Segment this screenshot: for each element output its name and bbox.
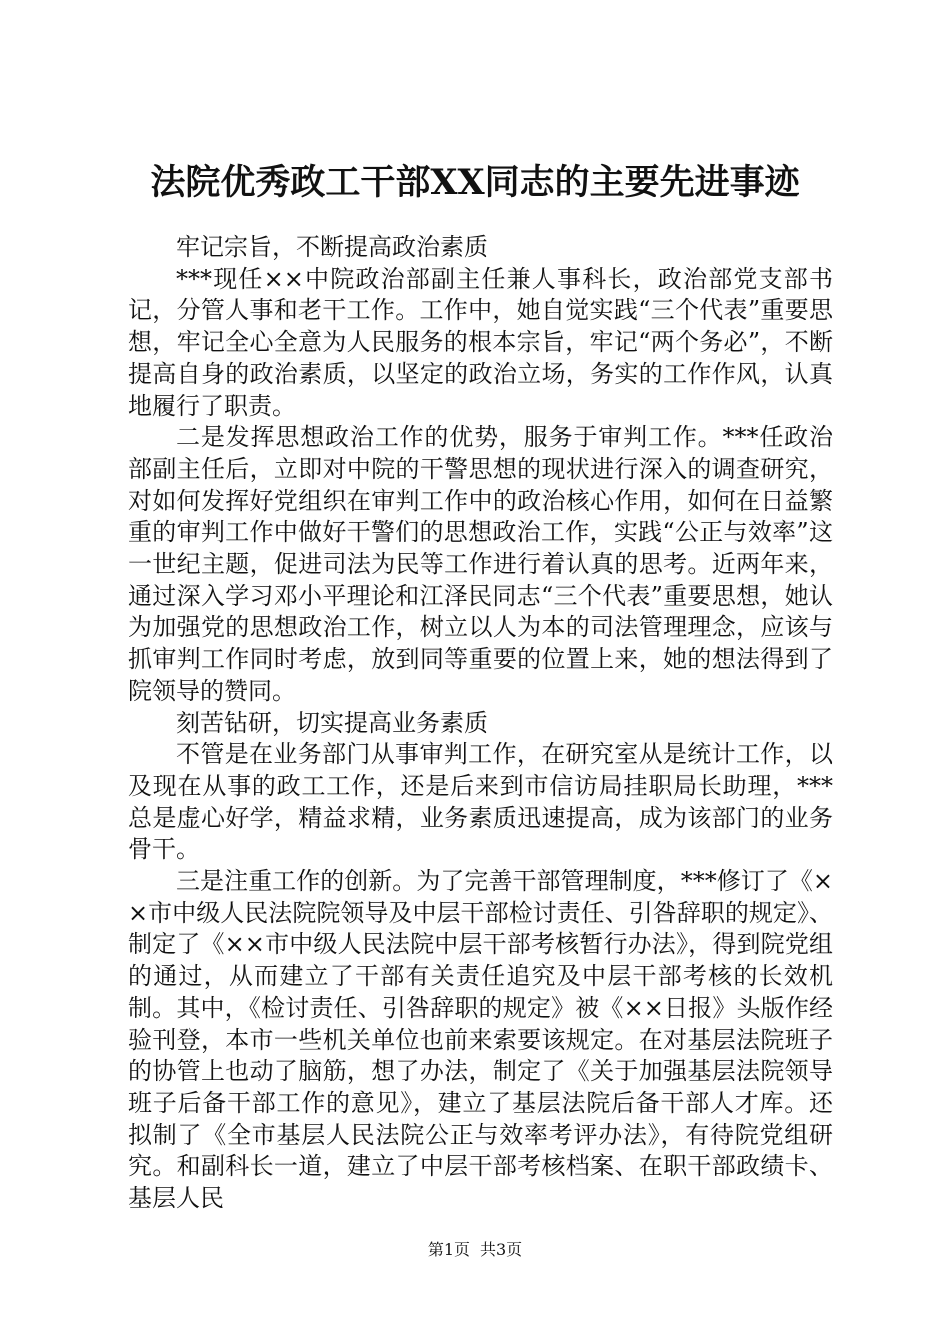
paragraph-4: 三是注重工作的创新。为了完善干部管理制度，***修订了《××市中级人民法院院领导及中层干部检讨责任、引咎辞职的规定》、制定了《××市中级人民法院中层干部考核暂行办法》，得到院党组的通过，从而建立了干部有关责任追究及中层干部考核的长效机制。其中，《检讨责任、引咎辞职的规定》被《××日报》头版作经验刊登，本市一些机关单位也前来索要该规定。在对基层法院班子的协管上也动了脑筋，想了办法，制定了《关于加强基层法院领导班子后备干部工作的意见》，建立了基层法院后备干部人才库。还拟制了《全市基层人民法院公正与效率考评办法》，有待院党组研究。和副科长一道，建立了中层干部考核档案、在职干部政绩卡、基层人民 <box>128 867 833 1213</box>
page-number: 第1页 <box>427 1240 470 1259</box>
paragraph-2: 二是发挥思想政治工作的优势，服务于审判工作。***任政治部副主任后，立即对中院的干警思想的现状进行深入的调查研究，对如何发挥好党组织在审判工作中的政治核心作用，如何在日益繁重的审判工作中做好干警们的思想政治工作，实践“公正与效率”这一世纪主题，促进司法为民等工作进行着认真的思考。近两年来，通过深入学习邓小平理论和江泽民同志“三个代表”重要思想，她认为加强党的思想政治工作，树立以人为本的司法管理理念，应该与抓审判工作同时考虑，放到同等重要的位置上来，她的想法得到了院领导的赞同。 <box>128 423 833 705</box>
section-heading-2: 刻苦钻研，切实提高业务素质 <box>176 708 488 737</box>
document-body <box>128 232 833 1215</box>
document-title: 法院优秀政工干部XX同志的主要先进事迹 <box>150 162 800 203</box>
paragraph-3: 不管是在业务部门从事审判工作，在研究室从是统计工作，以及现在从事的政工工作，还是后来到市信访局挂职局长助理，***总是虚心好学，精益求精，业务素质迅速提高，成为该部门的业务骨干。 <box>128 740 833 864</box>
page-footer <box>0 1240 950 1260</box>
section-heading-1: 牢记宗旨，不断提高政治素质 <box>176 233 488 261</box>
page-total: 共3页 <box>480 1240 523 1259</box>
paragraph-1: ***现任××中院政治部副主任兼人事科长，政治部党支部书记，分管人事和老干工作。工作中，她自觉实践“三个代表”重要思想，牢记全心全意为人民服务的根本宗旨，牢记“两个务必”，不断提高自身的政治素质，以坚定的政治立场，务实的工作作风，认真地履行了职责。 <box>128 264 833 420</box>
